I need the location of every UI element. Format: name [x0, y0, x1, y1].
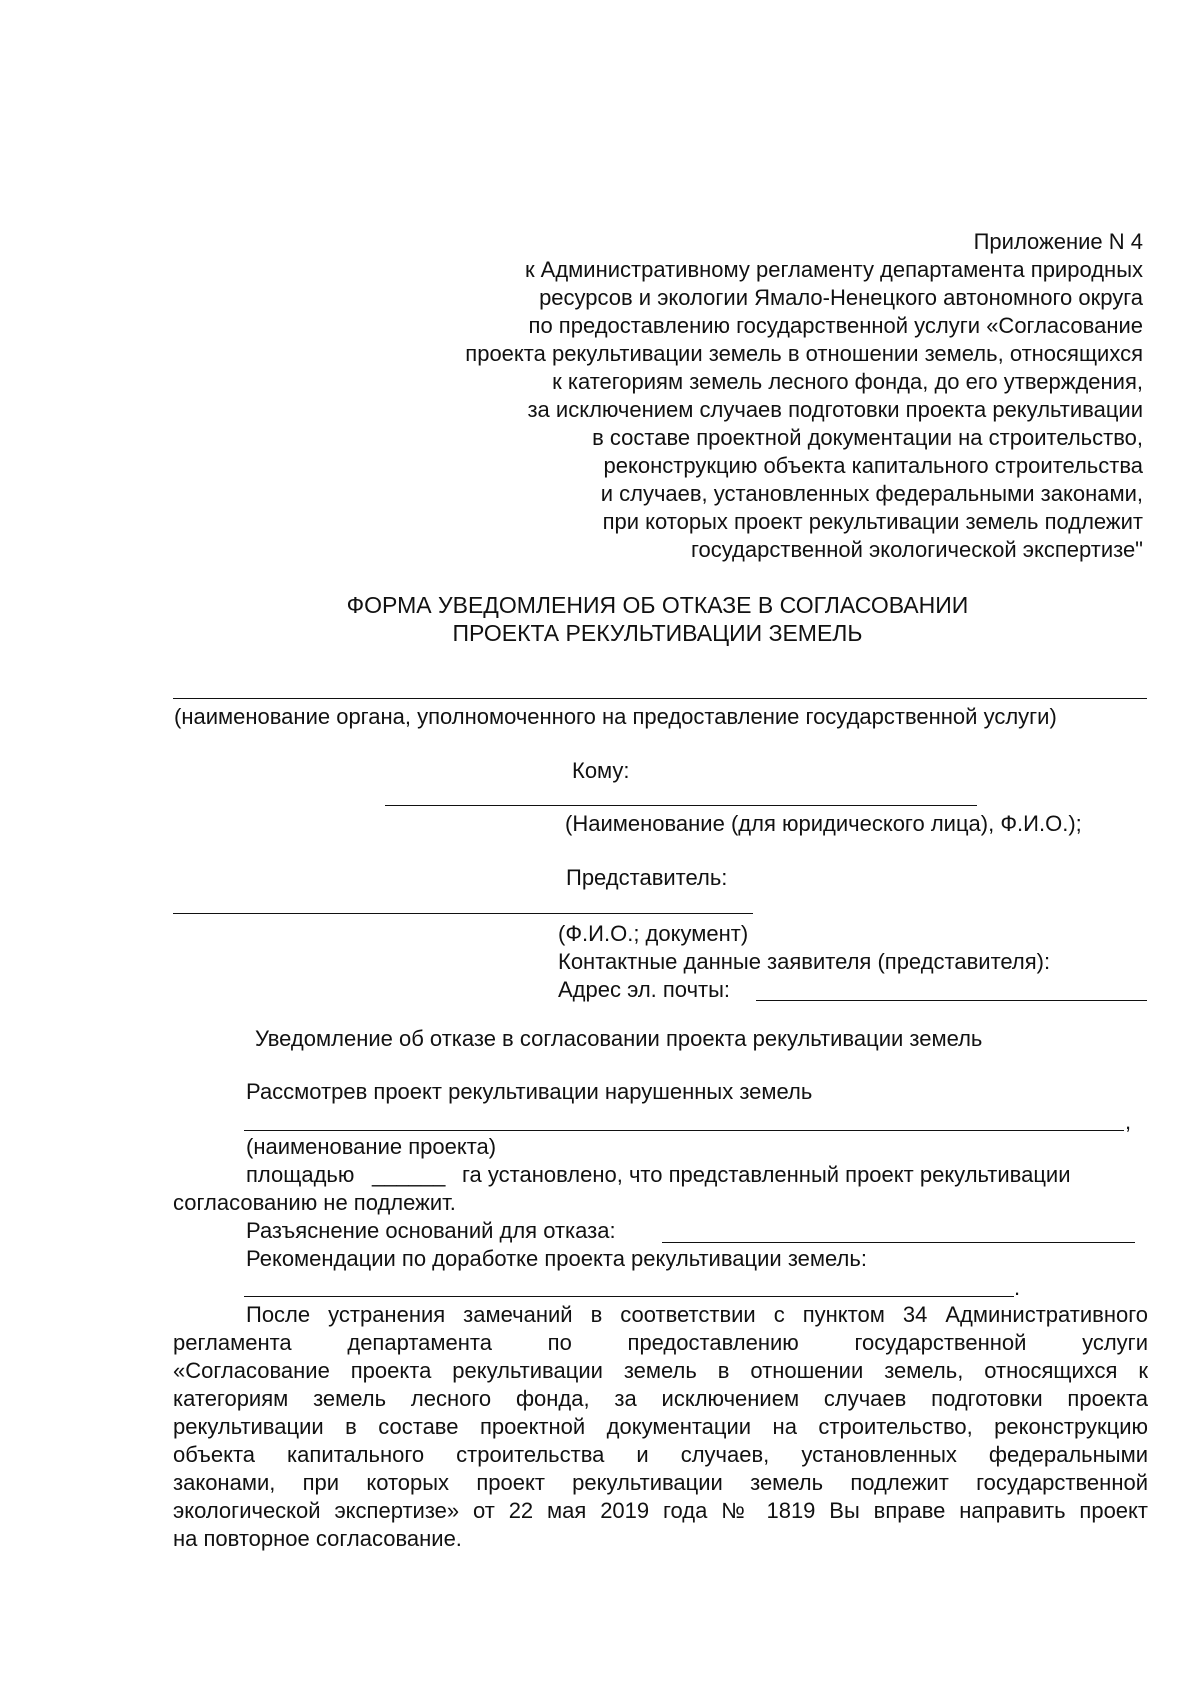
- comma: ,: [1125, 1109, 1132, 1134]
- authority-blank-line: [173, 698, 1147, 699]
- recommendations-label: Рекомендации по доработке проекта рекультивации земель:: [246, 1246, 867, 1271]
- final-paragraph-line: объекта капитального строительства и случаев, установленных федеральными: [173, 1442, 1148, 1467]
- email-blank-line: [756, 1000, 1147, 1001]
- project-caption: (наименование проекта): [246, 1134, 497, 1159]
- appendix-line: государственной экологической экспертизе": [691, 537, 1143, 562]
- area-prefix: площадью: [246, 1162, 355, 1187]
- notice-heading: Уведомление об отказе в согласовании проекта рекультивации земель: [255, 1026, 983, 1051]
- appendix-number: Приложение N 4: [973, 229, 1143, 254]
- recommendations-blank-line: [244, 1296, 1014, 1297]
- authority-caption: (наименование органа, уполномоченного на предоставление государственной услуги): [174, 704, 1057, 729]
- appendix-line: ресурсов и экологии Ямало-Ненецкого автономного округа: [539, 285, 1143, 310]
- considered-text: Рассмотрев проект рекультивации нарушенных земель: [246, 1079, 813, 1104]
- contacts-label: Контактные данные заявителя (представителя):: [558, 949, 1051, 974]
- final-paragraph-line: регламента департамента по предоставлению государственной услуги: [173, 1330, 1148, 1355]
- reasons-blank-line: [662, 1242, 1135, 1243]
- appendix-line: реконструкцию объекта капитального строительства: [603, 453, 1143, 478]
- to-label: Кому:: [572, 758, 630, 783]
- appendix-line: по предоставлению государственной услуги «Согласование: [528, 313, 1143, 338]
- representative-blank-line: [173, 913, 753, 914]
- email-label: Адрес эл. почты:: [558, 977, 731, 1002]
- form-title-line2: ПРОЕКТА РЕКУЛЬТИВАЦИИ ЗЕМЕЛЬ: [452, 620, 863, 646]
- final-paragraph-line: экологической экспертизе» от 22 мая 2019 года № 1819 Вы вправе направить проект: [173, 1498, 1148, 1523]
- recipient-caption: (Наименование (для юридического лица), Ф.И.О.);: [565, 811, 1082, 836]
- project-name-blank-line: [244, 1130, 1124, 1131]
- representative-label: Представитель:: [566, 865, 728, 890]
- recipient-blank-line: [385, 805, 977, 806]
- area-line2: согласованию не подлежит.: [173, 1190, 456, 1215]
- period: .: [1014, 1275, 1021, 1300]
- appendix-line: и случаев, установленных федеральными законами,: [600, 481, 1143, 506]
- area-blank: ______: [372, 1162, 446, 1187]
- final-paragraph-line: на повторное согласование.: [173, 1526, 462, 1551]
- form-title-line1: ФОРМА УВЕДОМЛЕНИЯ ОБ ОТКАЗЕ В СОГЛАСОВАНИИ: [346, 592, 969, 618]
- appendix-line: в составе проектной документации на строительство,: [592, 425, 1143, 450]
- final-paragraph-line: «Согласование проекта рекультивации земель в отношении земель, относящихся к: [173, 1358, 1148, 1383]
- area-suffix: га установлено, что представленный проект рекультивации: [462, 1162, 1071, 1187]
- appendix-line: при которых проект рекультивации земель подлежит: [602, 509, 1143, 534]
- final-paragraph-line: рекультивации в составе проектной документации на строительство, реконструкцию: [173, 1414, 1148, 1439]
- appendix-line: за исключением случаев подготовки проекта рекультивации: [527, 397, 1143, 422]
- appendix-line: проекта рекультивации земель в отношении земель, относящихся: [465, 341, 1143, 366]
- representative-caption: (Ф.И.О.; документ): [558, 921, 749, 946]
- final-paragraph-line: законами, при которых проект рекультивации земель подлежит государственной: [173, 1470, 1148, 1495]
- appendix-line: к Административному регламенту департамента природных: [524, 257, 1143, 282]
- final-paragraph-line: После устранения замечаний в соответствии с пунктом 34 Административного: [246, 1302, 1148, 1327]
- final-paragraph-line: категориям земель лесного фонда, за исключением случаев подготовки проекта: [173, 1386, 1148, 1411]
- appendix-line: к категориям земель лесного фонда, до его утверждения,: [552, 369, 1143, 394]
- reasons-label: Разъяснение оснований для отказа:: [246, 1218, 616, 1243]
